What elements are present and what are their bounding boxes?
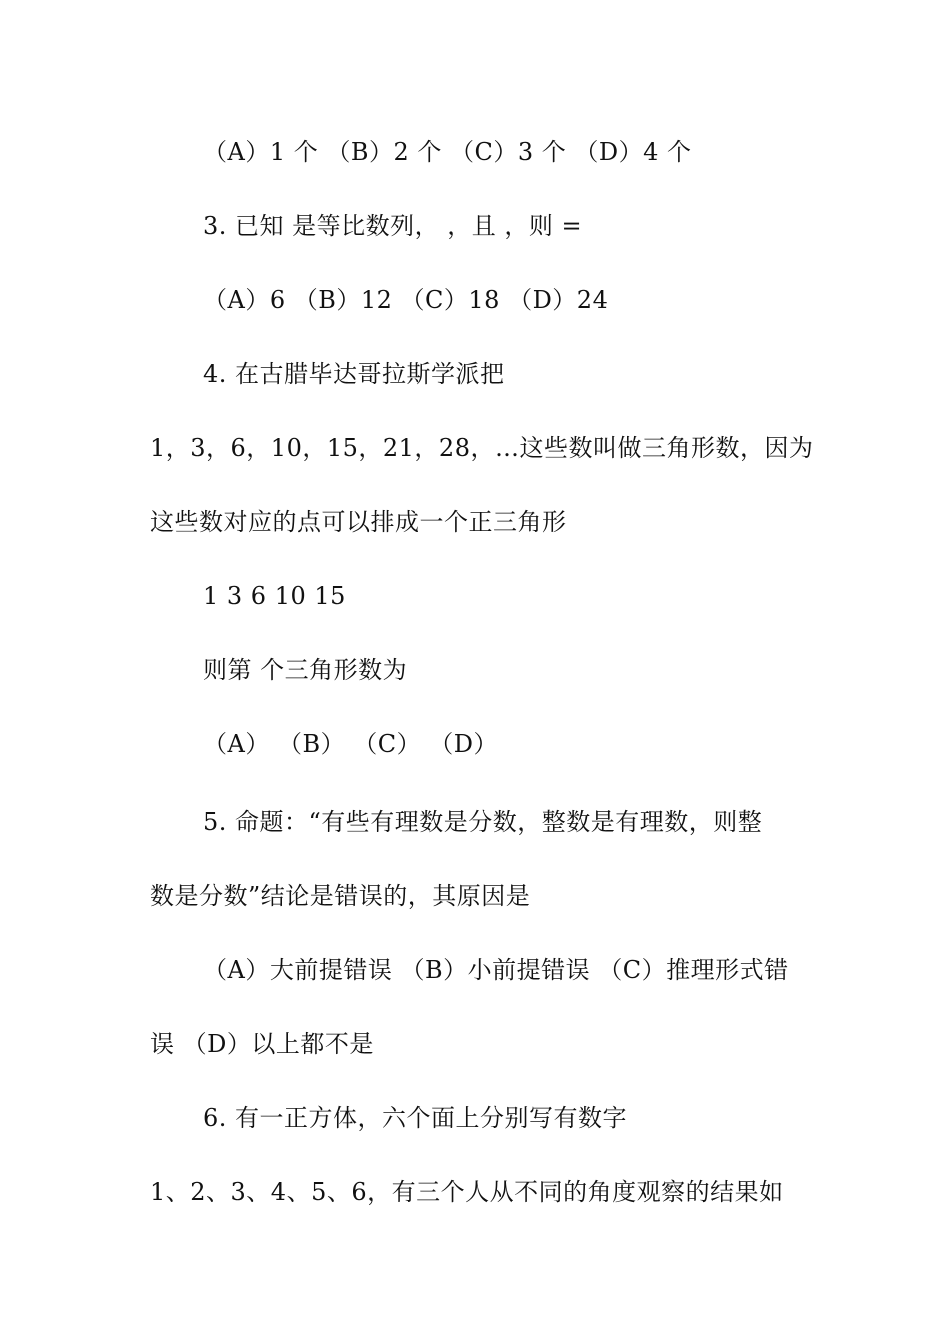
q4-stem-line-3: 这些数对应的点可以排成一个正三角形: [150, 508, 567, 536]
q6-stem-line-2: 1、2、3、4、5、6，有三个人从不同的角度观察的结果如: [150, 1178, 784, 1206]
q3-stem: 3. 已知 是等比数列， ，且 ，则 =: [203, 212, 583, 240]
q4-stem-line-2: 1，3，6，10，15，21，28，…这些数叫做三角形数，因为: [150, 434, 814, 462]
q4-triangle-numbers: 1 3 6 10 15: [203, 582, 346, 610]
q4-options: （A） （B） （C） （D）: [203, 730, 498, 758]
q6-stem-line-1: 6. 有一正方体，六个面上分别写有数字: [203, 1104, 628, 1132]
q4-question: 则第 个三角形数为: [203, 656, 408, 684]
q2-options: （A）1 个 （B）2 个 （C）3 个 （D）4 个: [203, 138, 692, 166]
q3-options: （A）6 （B）12 （C）18 （D）24: [203, 286, 609, 314]
q5-stem-line-1: 5. 命题：“有些有理数是分数，整数是有理数，则整: [203, 808, 763, 836]
q4-stem-line-1: 4. 在古腊毕达哥拉斯学派把: [203, 360, 505, 388]
q5-options-line-2: 误 （D）以上都不是: [150, 1030, 374, 1058]
q5-stem-line-2: 数是分数”结论是错误的，其原因是: [150, 882, 531, 910]
q5-options-line-1: （A）大前提错误 （B）小前提错误 （C）推理形式错: [203, 956, 789, 984]
